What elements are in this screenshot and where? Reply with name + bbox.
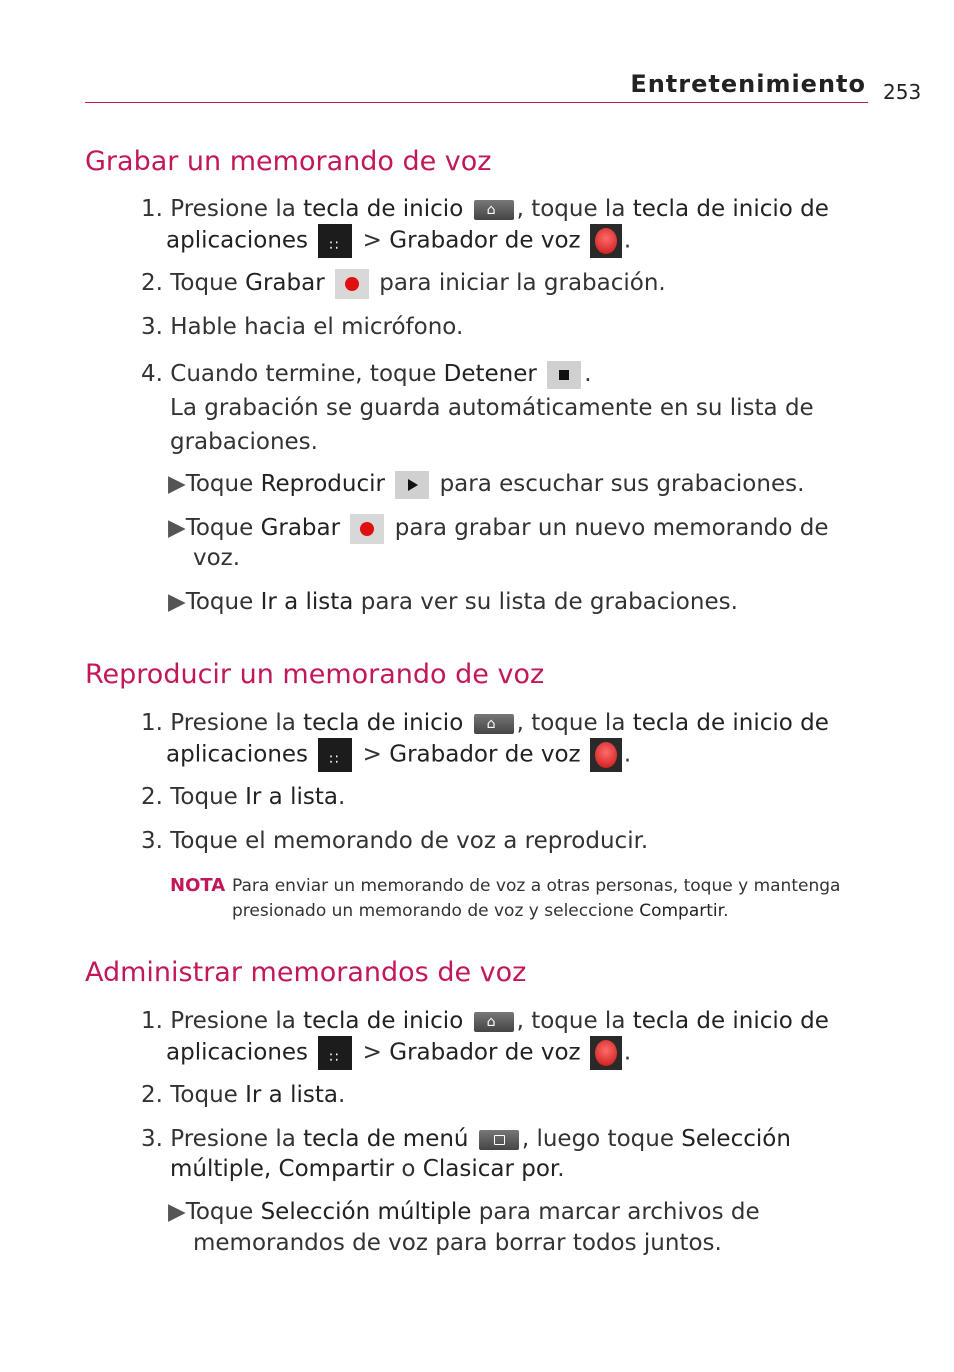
note-label: NOTA bbox=[170, 875, 226, 896]
step-2 bbox=[141, 782, 345, 812]
step-1-cont bbox=[166, 1036, 631, 1070]
separator: > bbox=[362, 227, 382, 254]
step-text: Hable hacia el micrófono. bbox=[170, 314, 464, 340]
bullet-text: Toque bbox=[185, 471, 254, 497]
bullet-arrow-icon: ▶ bbox=[168, 1199, 186, 1225]
bullet-3 bbox=[168, 587, 738, 617]
bullet-text: para marcar archivos de bbox=[478, 1199, 760, 1225]
record-label: Grabar bbox=[245, 270, 325, 296]
stop-label: Detener bbox=[443, 361, 537, 387]
record-icon bbox=[350, 514, 384, 544]
step-2 bbox=[141, 1080, 345, 1110]
bullet-text: para ver su lista de grabaciones. bbox=[360, 589, 738, 615]
step-text: Toque bbox=[170, 784, 238, 810]
bullet-1-line2: memorandos de voz para borrar todos juntos. bbox=[193, 1230, 722, 1256]
voice-recorder-label: Grabador de voz bbox=[389, 227, 581, 254]
step-text: Cuando termine, toque bbox=[170, 361, 437, 387]
step-text: , toque la bbox=[516, 196, 626, 222]
bullet-arrow-icon: ▶ bbox=[168, 471, 186, 497]
step-number: 3. bbox=[141, 314, 163, 340]
separator: > bbox=[362, 741, 382, 768]
voice-recorder-label: Grabador de voz bbox=[389, 1039, 581, 1066]
bullet-text: Toque bbox=[185, 589, 254, 615]
play-label: Reproducir bbox=[260, 471, 385, 497]
record-icon bbox=[335, 269, 369, 299]
step-text: para iniciar la grabación. bbox=[379, 270, 666, 296]
section-title-grabar: Grabar un memorando de voz bbox=[85, 146, 492, 177]
step-text: , toque la bbox=[516, 710, 626, 736]
apps-key-label: aplicaciones bbox=[166, 1039, 309, 1066]
apps-key-label: aplicaciones bbox=[166, 741, 309, 768]
home-key-label: tecla de inicio bbox=[303, 710, 464, 736]
step-4-line3: grabaciones. bbox=[170, 429, 318, 455]
step-4 bbox=[141, 359, 592, 389]
step-1 bbox=[141, 1006, 829, 1036]
apps-key-label: tecla de inicio de bbox=[632, 710, 829, 736]
stop-icon bbox=[547, 361, 581, 389]
step-3 bbox=[141, 826, 648, 856]
list-label: Ir a lista bbox=[260, 589, 354, 615]
step-1-cont bbox=[166, 738, 631, 772]
step-text: Toque bbox=[170, 270, 238, 296]
step-number: 1. bbox=[141, 1008, 163, 1034]
note-text: presionado un memorando de voz y seleccione bbox=[232, 901, 634, 921]
punct: . bbox=[623, 1039, 632, 1066]
step-text: Presione la bbox=[170, 1008, 296, 1034]
step-3-cont bbox=[170, 1154, 565, 1184]
option-label: Selección bbox=[681, 1126, 791, 1152]
chapter-title: Entretenimiento bbox=[630, 70, 866, 98]
step-number: 1. bbox=[141, 710, 163, 736]
option-label: Clasicar por bbox=[422, 1156, 558, 1182]
bullet-arrow-icon: ▶ bbox=[168, 515, 186, 541]
home-key-label: tecla de inicio bbox=[303, 196, 464, 222]
multi-select-label: Selección múltiple bbox=[260, 1199, 472, 1225]
home-key-icon bbox=[474, 1012, 514, 1032]
step-text: Presione la bbox=[170, 1126, 296, 1152]
bullet-text: Toque bbox=[185, 515, 254, 541]
page-number: 253 bbox=[883, 80, 922, 104]
note-line-2 bbox=[232, 899, 728, 924]
punct: . bbox=[337, 784, 346, 810]
voice-recorder-label: Grabador de voz bbox=[389, 741, 581, 768]
bullet-arrow-icon: ▶ bbox=[168, 589, 186, 615]
step-number: 3. bbox=[141, 1126, 163, 1152]
share-label: Compartir bbox=[639, 901, 724, 921]
step-4-line2: La grabación se guarda automáticamente en su lista de bbox=[170, 395, 814, 421]
bullet-text: para grabar un nuevo memorando de bbox=[394, 515, 829, 541]
step-number: 2. bbox=[141, 784, 163, 810]
apps-key-label: tecla de inicio de bbox=[632, 196, 829, 222]
header-divider bbox=[85, 102, 868, 103]
punct: . bbox=[623, 227, 632, 254]
bullet-1 bbox=[168, 1197, 760, 1227]
step-2 bbox=[141, 268, 666, 299]
voice-recorder-icon bbox=[590, 1036, 622, 1070]
step-number: 2. bbox=[141, 1082, 163, 1108]
voice-recorder-icon bbox=[590, 738, 622, 772]
punct: . bbox=[584, 361, 592, 387]
step-number: 1. bbox=[141, 196, 163, 222]
section-title-administrar: Administrar memorandos de voz bbox=[85, 957, 527, 988]
note-line-1: Para enviar un memorando de voz a otras personas, toque y mantenga bbox=[232, 876, 841, 896]
home-key-icon bbox=[474, 200, 514, 220]
separator: o bbox=[401, 1156, 416, 1182]
punct: . bbox=[337, 1082, 346, 1108]
step-3 bbox=[141, 1124, 791, 1154]
menu-key-icon bbox=[479, 1130, 519, 1150]
step-1 bbox=[141, 194, 829, 224]
apps-key-label: aplicaciones bbox=[166, 227, 309, 254]
section-title-reproducir: Reproducir un memorando de voz bbox=[85, 659, 545, 690]
step-text: , toque la bbox=[516, 1008, 626, 1034]
voice-recorder-icon bbox=[590, 224, 622, 258]
step-number: 2. bbox=[141, 270, 163, 296]
separator: > bbox=[362, 1039, 382, 1066]
bullet-text: para escuchar sus grabaciones. bbox=[439, 471, 805, 497]
record-label: Grabar bbox=[260, 515, 341, 541]
punct: . bbox=[557, 1156, 565, 1182]
step-text: Presione la bbox=[170, 710, 296, 736]
step-1-cont bbox=[166, 224, 631, 258]
bullet-text: Toque bbox=[185, 1199, 254, 1225]
step-3 bbox=[141, 312, 463, 342]
punct: . bbox=[723, 901, 729, 921]
home-key-icon bbox=[474, 714, 514, 734]
punct: . bbox=[623, 741, 632, 768]
step-text: , luego toque bbox=[521, 1126, 674, 1152]
option-label: múltiple, Compartir bbox=[170, 1156, 395, 1182]
menu-key-label: tecla de menú bbox=[303, 1126, 469, 1152]
list-label: Ir a lista bbox=[245, 1082, 338, 1108]
step-text: Toque el memorando de voz a reproducir. bbox=[170, 828, 649, 854]
list-label: Ir a lista bbox=[245, 784, 338, 810]
bullet-2 bbox=[168, 513, 829, 544]
home-key-label: tecla de inicio bbox=[303, 1008, 464, 1034]
play-icon bbox=[395, 471, 429, 499]
step-1 bbox=[141, 708, 829, 738]
step-text: Toque bbox=[170, 1082, 238, 1108]
step-text: Presione la bbox=[170, 196, 296, 222]
step-number: 4. bbox=[141, 361, 163, 387]
bullet-1 bbox=[168, 469, 804, 499]
bullet-2-line2: voz. bbox=[193, 545, 241, 571]
apps-key-icon bbox=[318, 1036, 352, 1070]
apps-key-icon bbox=[318, 224, 352, 258]
apps-key-label: tecla de inicio de bbox=[632, 1008, 829, 1034]
apps-key-icon bbox=[318, 738, 352, 772]
step-number: 3. bbox=[141, 828, 163, 854]
